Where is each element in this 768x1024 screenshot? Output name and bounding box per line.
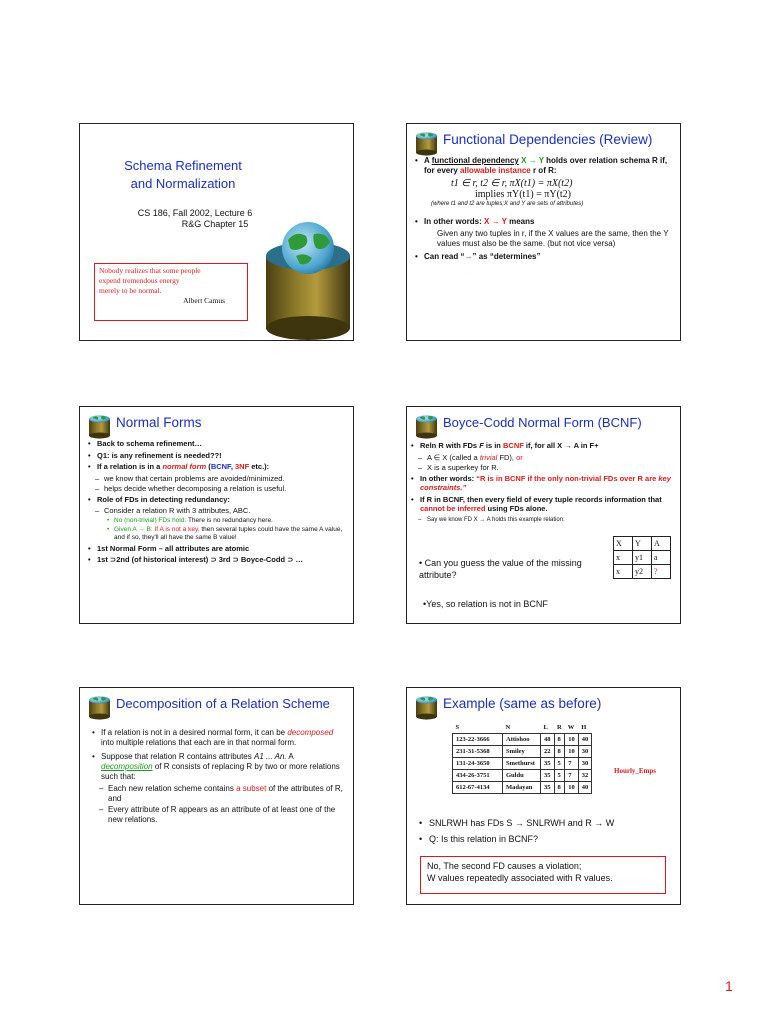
text: Suppose that relation R contains attributes xyxy=(101,752,252,761)
slide-heading: Boyce-Codd Normal Form (BCNF) xyxy=(443,415,642,430)
slide-body xyxy=(415,156,674,264)
table-row xyxy=(453,758,592,770)
table-cell: 35 xyxy=(541,770,555,782)
bullet-if-r-in-bcnf xyxy=(411,495,674,514)
table-row xyxy=(453,734,592,746)
text: then several tuples could have the same A value, and if so, they'll all have the same B value! xyxy=(114,525,343,541)
sub-every-attribute: – Every attribute of R appears as an attribute of at least one of the new relations. xyxy=(99,805,336,824)
table-cell: 7 xyxy=(565,770,579,782)
text: or xyxy=(516,452,523,462)
slide-heading xyxy=(443,132,652,147)
database-globe-icon xyxy=(86,411,113,439)
text: Say we know FD X → A holds this example relation: xyxy=(427,516,565,523)
arrow: → xyxy=(464,252,473,261)
column-header: N xyxy=(505,724,511,731)
text: Given A → B: xyxy=(114,525,153,533)
table-cell: 8 xyxy=(554,746,565,758)
text: Reln R with FDs xyxy=(420,441,478,450)
table-row xyxy=(614,565,671,579)
table-cell: 30 xyxy=(578,746,592,758)
quote-line-1: Nobody realizes that some people xyxy=(99,266,201,275)
table-row xyxy=(453,770,592,782)
table-cell: 231-31-5368 xyxy=(453,746,503,758)
sub-decomposing: – helps decide whether decomposing a relation is useful. xyxy=(95,484,287,493)
sub-consider: – Consider a relation R with 3 attributes, ABC. xyxy=(95,506,251,515)
text: In other words: xyxy=(424,217,482,226)
slide-functional-dependencies xyxy=(406,123,681,341)
table-cell: Madayan xyxy=(503,782,541,794)
table-cell: 5 xyxy=(554,770,565,782)
slide-normal-forms xyxy=(79,406,354,624)
quote-line-2: expend tremendous energy xyxy=(99,276,180,285)
database-globe-icon xyxy=(413,692,440,720)
table-cell: X xyxy=(614,537,633,551)
text: etc.): xyxy=(251,462,270,471)
text: Every attribute of R appears as an attribute of at least one of the new relations. xyxy=(108,805,336,824)
table-cell: Y xyxy=(633,537,652,551)
question-guess: • Can you guess the value of the missing attribute? xyxy=(419,558,582,580)
sub-superkey: – X is a superkey for R. xyxy=(418,463,499,472)
text: No (non-trivial) FDs hold: xyxy=(114,516,187,524)
table-cell: A xyxy=(652,537,671,551)
table-cell: y1 xyxy=(633,551,652,565)
formula-note: (where t1 and t2 are tuples;X and Y are sets of attributes) xyxy=(431,201,584,207)
table-cell: y2 xyxy=(633,565,652,579)
title-part-a: Functional xyxy=(443,132,506,147)
text: cannot be inferred xyxy=(420,504,486,513)
slide-title-heading xyxy=(108,157,258,193)
database-globe-icon xyxy=(413,128,440,156)
sub-avoided: – we know that certain problems are avoided/minimized. xyxy=(95,473,285,483)
text: if, for all X → A in F+ xyxy=(525,441,599,450)
text: means xyxy=(509,217,535,226)
text: a subset xyxy=(236,784,267,793)
slide-title xyxy=(79,123,354,341)
text: Each new relation scheme contains xyxy=(108,784,234,793)
text: If a relation is not in a desired normal form, it can be xyxy=(101,728,286,737)
term-decomposed: decomposed xyxy=(287,728,334,737)
term-bcnf: BCNF xyxy=(210,462,231,471)
bullet-question: • Q: Is this relation in BCNF? xyxy=(419,832,614,846)
bullet-q1: • Q1: is any refinement is needed??! xyxy=(88,451,347,461)
text: Consider a relation R with 3 attributes, ABC. xyxy=(104,506,251,515)
table-cell: 40 xyxy=(578,734,592,746)
table-row xyxy=(453,746,592,758)
text: “R is in BCNF if the only non-trivial FDs over R are xyxy=(476,473,657,483)
text: helps decide whether decomposing a relation is useful. xyxy=(104,484,287,493)
table-cell: 35 xyxy=(541,782,555,794)
term-key-constraints: key constraints.” xyxy=(420,473,671,492)
fd-bullets xyxy=(419,816,614,848)
text: A xyxy=(288,752,294,761)
text: If a relation is in a xyxy=(97,462,161,471)
table-cell: Guldu xyxy=(503,770,541,782)
slide-decomposition xyxy=(79,687,354,905)
table-cell: 30 xyxy=(578,758,592,770)
slide-body xyxy=(88,439,347,567)
slide-heading: Decomposition of a Relation Scheme xyxy=(116,696,330,711)
text: ” as “determines” xyxy=(472,252,541,261)
page-number: 1 xyxy=(725,978,733,994)
quote-author: Albert Camus xyxy=(183,296,225,305)
term-decomposition: decomposition xyxy=(101,762,153,771)
text: X is a superkey for R. xyxy=(427,463,499,472)
column-header: R xyxy=(557,724,562,731)
term-fd: functional dependency xyxy=(431,156,519,165)
term-allowable: allowable instance xyxy=(460,166,531,175)
table-cell: 22 xyxy=(541,746,555,758)
table-cell: 8 xyxy=(554,734,565,746)
text: of the attributes of R, and xyxy=(108,784,343,803)
example-relation-table xyxy=(613,536,671,579)
text: In other words: xyxy=(420,473,475,483)
text: Can you guess the value of the missing attribute? xyxy=(419,558,582,580)
table-caption: Hourly_Emps xyxy=(614,767,657,775)
text: of R consists of replacing R by two or more relations such that: xyxy=(101,762,340,781)
table-cell: x xyxy=(614,565,633,579)
title-part-b: Dependencies (Review) xyxy=(509,132,653,147)
course-line-2: R&G Chapter 15 xyxy=(181,219,249,229)
in-other-words-detail: Given any two tuples in r, if the X values are the same, then the Y values must also be the same. (but not vice versa) xyxy=(437,229,669,248)
database-globe-icon xyxy=(86,692,113,720)
column-header: S xyxy=(455,724,460,731)
text: schema R if, for every xyxy=(424,156,668,175)
table-cell: x xyxy=(614,551,633,565)
table-cell: Attishoo xyxy=(503,734,541,746)
text: If R in BCNF, then every field of every tuple records information that xyxy=(420,494,662,504)
table-cell: 131-24-3650 xyxy=(453,758,503,770)
text: F xyxy=(479,441,484,450)
quote-line-3: merely to be normal. xyxy=(99,286,162,295)
slide-heading: Normal Forms xyxy=(116,415,202,430)
bullet-1nf: • 1st Normal Form – all attributes are atomic xyxy=(88,544,347,554)
table-cell: 123-22-3666 xyxy=(453,734,503,746)
term-trivial: trivial xyxy=(479,452,498,462)
term-3nf: 3NF xyxy=(234,462,250,471)
text: A xyxy=(424,156,430,165)
slide-example xyxy=(406,687,681,905)
bullet-decompose xyxy=(92,728,343,748)
subsub-given-ab xyxy=(88,526,347,542)
bullet-fds: • SNLRWH has FDs S → SNLRWH and R → W xyxy=(419,816,614,830)
table-row xyxy=(614,551,671,565)
title-line-2: and Normalization xyxy=(130,176,236,191)
answer-line-1: No, The second FD causes a violation; xyxy=(427,861,582,871)
sub-subset: – Each new relation scheme contains a subset of the attributes of R, and xyxy=(99,784,343,803)
answer-not-bcnf: •Yes, so relation is not in BCNF xyxy=(423,599,548,609)
table-cell: 10 xyxy=(565,734,579,746)
bullet-in-other-words xyxy=(415,217,674,227)
text: A1 ... An. xyxy=(254,752,287,761)
table-cell: Smiley xyxy=(503,746,541,758)
slide-body xyxy=(92,728,343,826)
subsub-no-fds xyxy=(88,517,347,525)
course-line-1: CS 186, Fall 2002, Lecture 6 xyxy=(137,208,253,218)
table-cell: 35 xyxy=(541,758,555,770)
title-line-1: Schema Refinement xyxy=(124,158,242,173)
bullet-can-read xyxy=(415,252,674,262)
term-bcnf: BCNF xyxy=(502,441,524,450)
sub-say-we-know: – Say we know FD X → A holds this example relation: xyxy=(418,516,565,523)
table-cell-missing: ? xyxy=(652,565,671,579)
sub-trivial: – A ∈ X (called a trivial FD), or xyxy=(418,452,523,462)
text: holds over relation xyxy=(546,156,618,165)
table-cell: 10 xyxy=(565,782,579,794)
text: is in xyxy=(485,441,501,450)
hourly-emps-table xyxy=(452,722,592,794)
answer-line-2: W values repeatedly associated with R values. xyxy=(427,873,613,883)
table-row xyxy=(614,537,671,551)
table-cell: 5 xyxy=(554,758,565,770)
bullet-suppose xyxy=(92,752,343,782)
formula-2: implies πY(t1) = πY(t2) xyxy=(475,189,572,200)
table-cell: 612-67-4134 xyxy=(453,782,503,794)
formula-1: t1 ∈ r, t2 ∈ r, πX(t1) = πX(t2) xyxy=(451,178,573,189)
slide-bcnf xyxy=(406,406,681,624)
quote-box xyxy=(94,263,248,321)
table-row xyxy=(453,782,592,794)
table-cell: Smethurst xyxy=(503,758,541,770)
fd-xy: X → Y xyxy=(484,217,507,226)
course-info xyxy=(120,208,270,230)
bullet-reln-bcnf xyxy=(411,441,674,451)
text: There is no redundancy here. xyxy=(187,516,273,524)
table-header-row xyxy=(453,722,592,734)
table-cell: a xyxy=(652,551,671,565)
slide-body xyxy=(411,441,674,526)
bullet-in-other-words xyxy=(411,474,674,493)
column-header: L xyxy=(543,724,548,731)
bullet-hierarchy: • 1st ⊃2nd (of historical interest) ⊃ 3rd ⊃ Boyce-Codd ⊃ … xyxy=(88,555,347,565)
text: into multiple relations that each are in that normal form. xyxy=(101,738,297,747)
term-normal-form: normal form xyxy=(162,462,207,471)
table-cell: 10 xyxy=(565,746,579,758)
text: we know that certain problems are avoided/minimized. xyxy=(104,473,285,483)
table-cell: 7 xyxy=(565,758,579,770)
database-globe-icon xyxy=(262,222,354,341)
text: Can read “ xyxy=(424,252,465,261)
table-cell: 434-26-3751 xyxy=(453,770,503,782)
table-cell: 32 xyxy=(578,770,592,782)
table-cell: 40 xyxy=(578,782,592,794)
bullet-fd-definition xyxy=(415,156,674,176)
column-header: W xyxy=(567,724,575,731)
bullet-back: • Back to schema refinement… xyxy=(88,439,347,449)
text: r of R: xyxy=(532,166,557,175)
column-header: H xyxy=(581,724,587,731)
text: FD), xyxy=(499,452,515,462)
bullet-role-of-fds: • Role of FDs in detecting redundancy: xyxy=(88,495,347,505)
bullet-if-normal-form: • If a relation is in a normal form (BCNF, 3NF etc.): xyxy=(88,462,347,472)
database-globe-icon xyxy=(413,411,440,439)
text: using FDs alone. xyxy=(487,504,548,513)
fd-xy: X → Y xyxy=(521,156,544,165)
text: If A is not a key, xyxy=(154,525,200,533)
table-cell: 48 xyxy=(541,734,555,746)
text: A ∈ X (called a xyxy=(427,452,478,462)
answer-box xyxy=(420,856,666,894)
table-cell: 8 xyxy=(554,782,565,794)
slide-heading: Example (same as before) xyxy=(443,696,602,711)
